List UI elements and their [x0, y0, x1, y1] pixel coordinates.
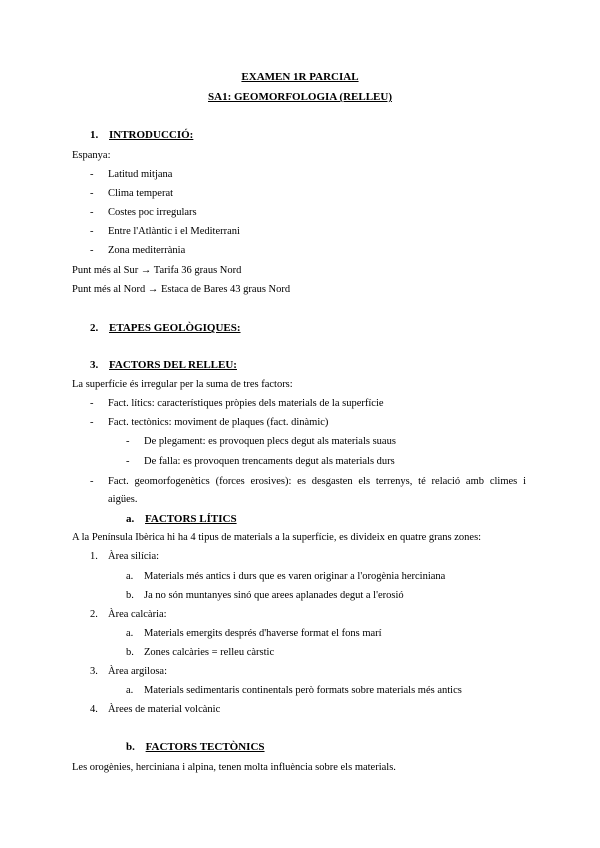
list-item: De falla: es provoquen trencaments degut als materials durs — [144, 456, 395, 467]
list-letter: b. — [126, 590, 134, 601]
section-3-label: FACTORS DEL RELLEU: — [109, 359, 237, 371]
list-item: Zona mediterrània — [108, 245, 186, 256]
list-item: Materials més antics i durs que es varen originar a l'orogènia herciniana — [144, 571, 446, 582]
list-item: Àrees de material volcànic — [108, 704, 221, 715]
section-1-heading — [90, 129, 193, 141]
list-item-continuation: aigües. — [108, 494, 138, 505]
list-item: Zones calcàries = relleu càrstic — [144, 647, 275, 658]
list-number: 1. — [90, 551, 98, 562]
document-subtitle: SA1: GEOMORFOLOGIA (RELLEU) — [208, 91, 392, 103]
section-1-label: INTRODUCCIÓ: — [109, 129, 194, 141]
list-item: Àrea calcària: — [108, 609, 167, 620]
list-number: 3. — [90, 666, 98, 677]
bullet-dash: - — [90, 207, 94, 218]
list-letter: a. — [126, 628, 134, 639]
subsection-b-text: Les orogènies, herciniana i alpina, tenen molta influència sobre els materials. — [72, 762, 396, 773]
section-3-heading — [90, 359, 237, 371]
list-letter: a. — [126, 571, 134, 582]
subsection-a-number: a. — [126, 513, 135, 525]
bullet-dash: - — [90, 188, 94, 199]
section-1-intro: Espanya: — [72, 150, 111, 161]
list-item: Clima temperat — [108, 188, 174, 199]
north-point-line: Punt més al Nord → Estaca de Bares 43 graus Nord — [72, 284, 291, 295]
bullet-dash: - — [90, 169, 94, 180]
list-item: De plegament: es provoquen plecs degut als materials suaus — [144, 436, 396, 447]
subsection-b-label: FACTORS TECTÒNICS — [145, 741, 265, 753]
list-item: Fact. tectònics: moviment de plaques (fact. dinàmic) — [108, 417, 329, 428]
bullet-dash: - — [90, 398, 94, 409]
list-item: Àrea argilosa: — [108, 666, 167, 677]
list-item: Latitud mitjana — [108, 169, 173, 180]
list-letter: b. — [126, 647, 134, 658]
list-number: 2. — [90, 609, 98, 620]
subsection-a-intro: A la Península Ibèrica hi ha 4 tipus de materials a la superfície, es divideix en quatre grans zones: — [72, 532, 482, 543]
list-item: Àrea silícia: — [108, 551, 160, 562]
section-2-number: 2. — [90, 322, 99, 334]
subsection-b-number: b. — [126, 741, 135, 753]
section-3-intro: La superfície és irregular per la suma de tres factors: — [72, 379, 293, 390]
section-3-number: 3. — [90, 359, 99, 371]
list-item: Entre l'Atlàntic i el Mediterrani — [108, 226, 240, 237]
subsection-b-heading — [126, 741, 265, 753]
south-point-line: Punt més al Sur → Tarifa 36 graus Nord — [72, 265, 242, 276]
list-item: Materials emergits després d'haverse format el fons marí — [144, 628, 382, 639]
list-number: 4. — [90, 704, 98, 715]
section-1-number: 1. — [90, 129, 99, 141]
document-title: EXAMEN 1R PARCIAL — [241, 71, 359, 83]
bullet-dash: - — [90, 417, 94, 428]
bullet-dash: - — [126, 456, 130, 467]
list-item: Ja no són muntanyes sinó que arees aplanades degut a l'erosió — [144, 590, 404, 601]
subsection-a-label: FACTORS LÍTICS — [145, 513, 237, 525]
section-2-heading — [90, 322, 241, 334]
bullet-dash: - — [90, 476, 94, 487]
bullet-dash: - — [126, 436, 130, 447]
list-item: Fact. lítics: característiques pròpies dels materials de la superfície — [108, 398, 384, 409]
subsection-a-heading — [126, 513, 237, 525]
list-item: Materials sedimentaris continentals però formats sobre materials més antics — [144, 685, 462, 696]
bullet-dash: - — [90, 226, 94, 237]
list-letter: a. — [126, 685, 134, 696]
bullet-dash: - — [90, 245, 94, 256]
section-2-label: ETAPES GEOLÒGIQUES: — [109, 322, 241, 334]
list-item: Costes poc irregulars — [108, 207, 197, 218]
list-item: Fact. geomorfogenètics (forces erosives): es desgasten els terrenys, té relació amb climes i — [108, 476, 526, 487]
